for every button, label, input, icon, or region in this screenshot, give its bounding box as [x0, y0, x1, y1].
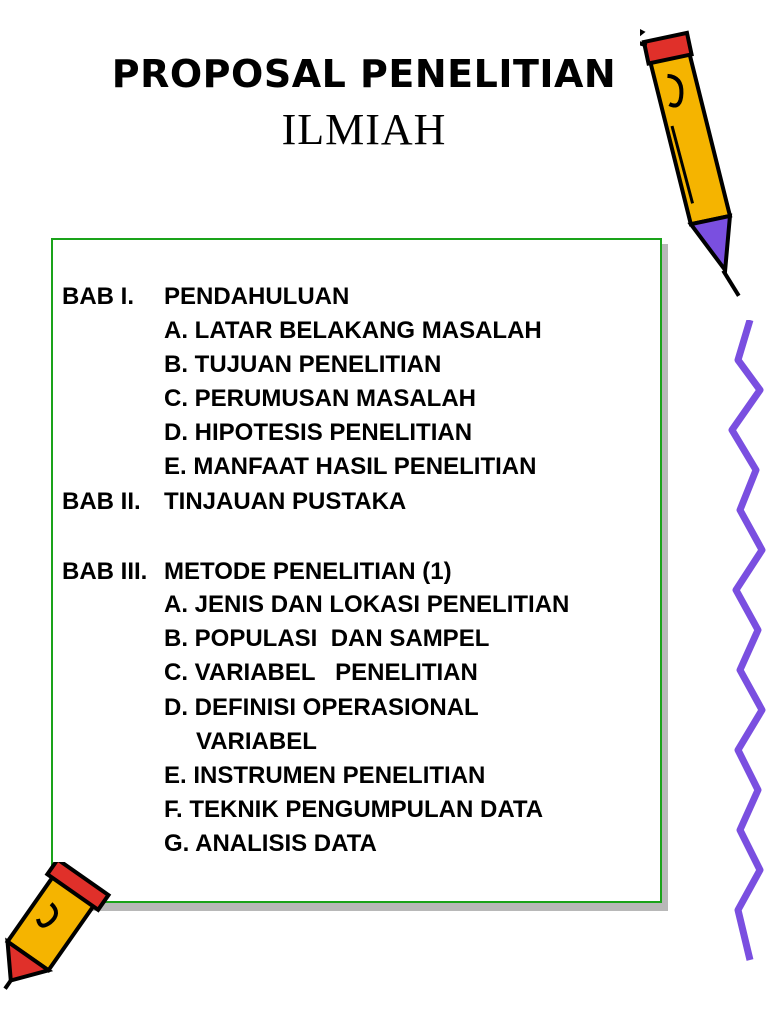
- outline-text: B. TUJUAN PENELITIAN: [164, 351, 442, 378]
- outline-text: C. PERUMUSAN MASALAH: [164, 385, 476, 412]
- outline-text: D. DEFINISI OPERASIONAL: [164, 694, 479, 721]
- chapter-label: BAB I.: [62, 283, 134, 310]
- outline-text: A. LATAR BELAKANG MASALAH: [164, 317, 542, 344]
- outline-text: F. TEKNIK PENGUMPULAN DATA: [164, 796, 544, 823]
- chapter-label: BAB II.: [62, 488, 141, 515]
- outline-text: G. ANALISIS DATA: [164, 830, 377, 857]
- outline-text: E. INSTRUMEN PENELITIAN: [164, 762, 486, 789]
- chapter-label: BAB III.: [62, 558, 148, 585]
- outline-text: D. HIPOTESIS PENELITIAN: [164, 419, 473, 446]
- outline-text: E. MANFAAT HASIL PENELITIAN: [164, 453, 537, 480]
- page-subtitle: ILMIAH: [281, 105, 447, 154]
- squiggle-line: [710, 320, 768, 970]
- outline-text: B. POPULASI DAN SAMPEL: [164, 625, 490, 652]
- outline-text: C. VARIABEL PENELITIAN: [164, 659, 478, 686]
- pencil-icon: [640, 12, 750, 312]
- outline-text: A. JENIS DAN LOKASI PENELITIAN: [164, 591, 570, 618]
- page-title: PROPOSAL PENELITIAN: [111, 52, 617, 96]
- outline-text: VARIABEL: [196, 728, 317, 755]
- outline-text: METODE PENELITIAN (1): [164, 558, 452, 585]
- outline-text: TINJAUAN PUSTAKA: [164, 488, 407, 515]
- pencil-icon: [0, 862, 125, 1012]
- outline-text: PENDAHULUAN: [164, 283, 350, 310]
